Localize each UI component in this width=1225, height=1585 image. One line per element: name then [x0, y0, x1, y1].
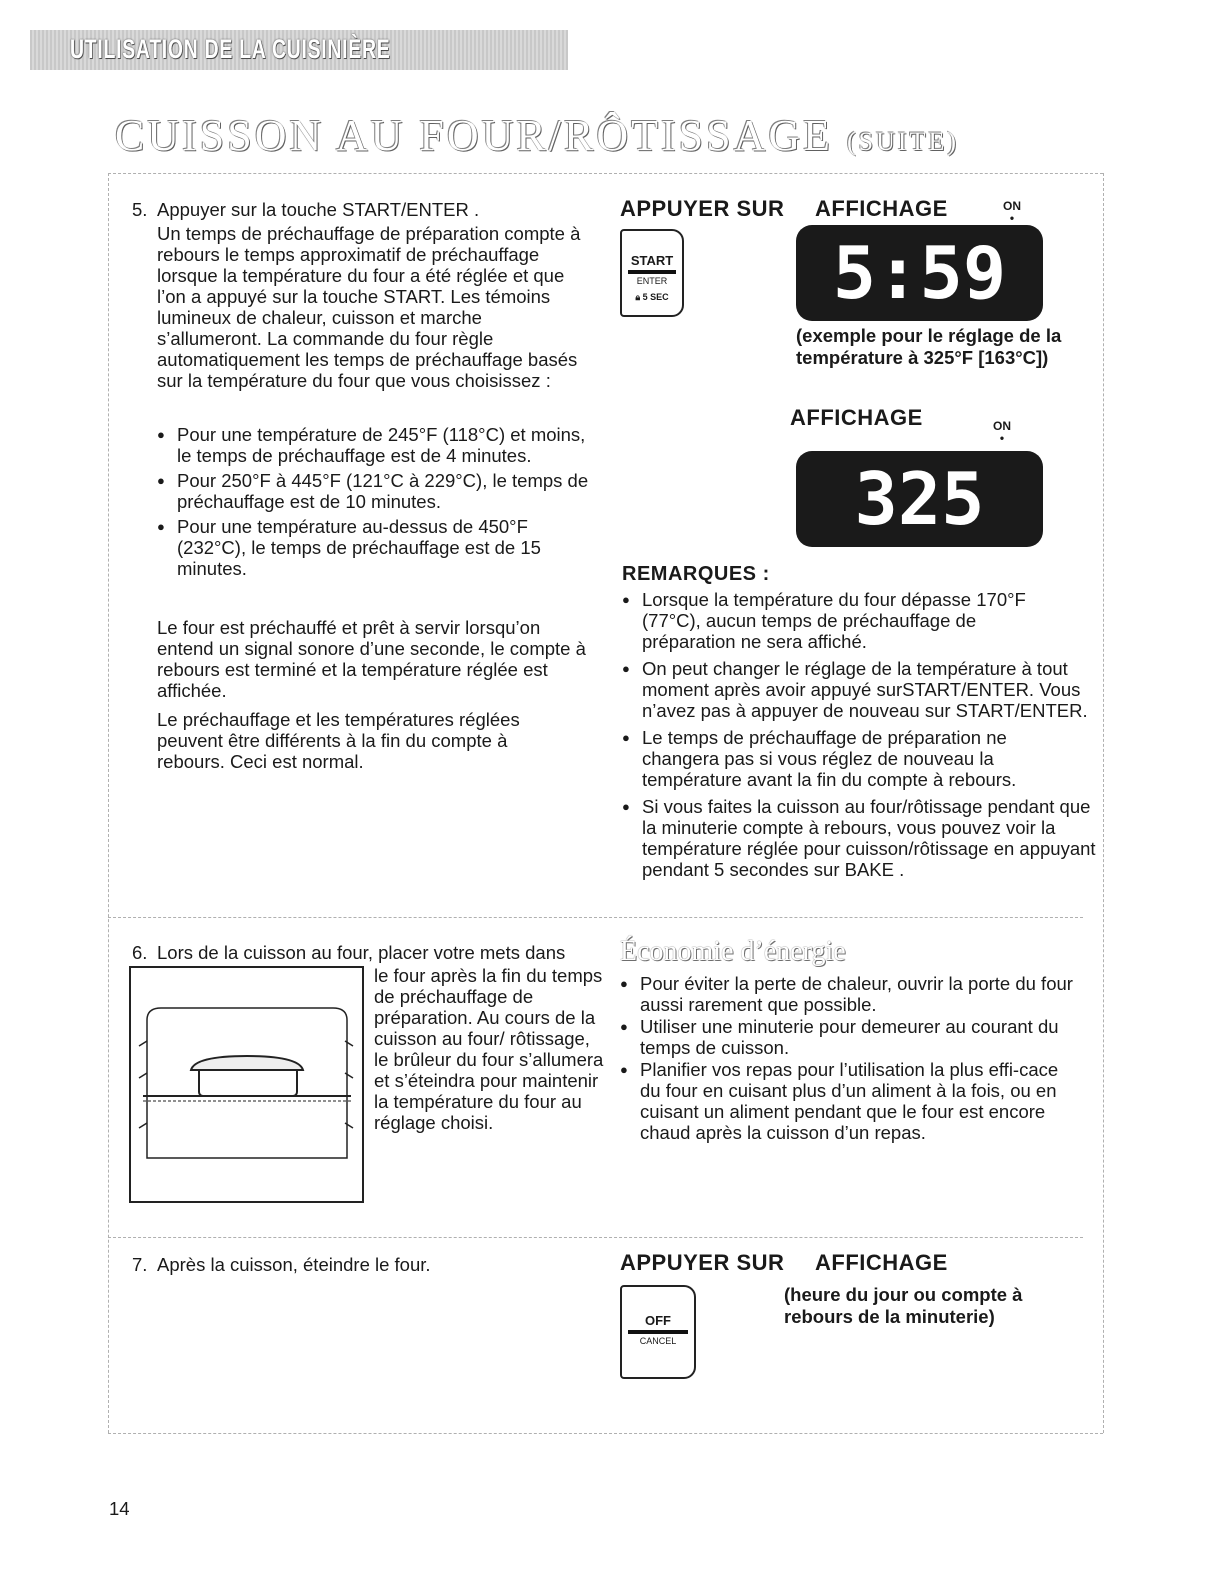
display-countdown: 5:59: [796, 225, 1043, 321]
page-number: 14: [109, 1498, 130, 1519]
divider-right: [1103, 173, 1104, 1433]
divider-bottom: [108, 1433, 1103, 1434]
oven-cavity-drawing: [131, 968, 362, 1201]
start-enter-key[interactable]: [620, 229, 684, 317]
on-label-2: ON: [993, 419, 1011, 433]
remark-item: ● Le temps de préchauffage de préparation ne changera pas si vous réglez de nouveau la température avant la fin du compte à rebours.: [622, 727, 1062, 790]
off-cancel-key[interactable]: [620, 1285, 696, 1379]
step5-paragraph-1: Un temps de préchauffage de préparation compte à rebours le temps approximatif de préchauffage lorsque la température du four a été réglée et que l’on a appuyé sur la touche START. Les témoins lumineux de chaleur, cuisson et marche s’allumeront. La commande du four règle automatiquement les temps de préchauffage basés sur la température du four que vous choisissez :: [157, 223, 581, 391]
divider-top: [108, 173, 1103, 174]
step5-paragraph-3: Le préchauffage et les températures réglées peuvent être différents à la fin du compte à rebours. Ceci est normal.: [157, 709, 520, 772]
step5-number: 5.: [132, 199, 148, 220]
page-title-suffix: (SUITE): [847, 127, 959, 156]
key-label-off: OFF: [645, 1313, 671, 1328]
on-label: ON: [1003, 199, 1021, 213]
divider-middle: [108, 917, 1083, 918]
key-divider: [628, 270, 676, 274]
step7-caption: (heure du jour ou compte à rebours de la minuterie): [784, 1284, 1023, 1327]
step7-display-heading: AFFICHAGE: [815, 1250, 948, 1275]
remark-item: ● Lorsque la température du four dépasse 170°F (77°C), aucun temps de préchauffage de préparation ne sera affiché.: [622, 589, 1062, 652]
energy-heading: Économie d’énergie: [620, 936, 846, 967]
energy-item: ● Pour éviter la perte de chaleur, ouvrir la porte du four aussi rarement que possible.: [620, 973, 1082, 1015]
banner-text: UTILISATION DE LA CUISINIÈRE: [70, 34, 391, 64]
key-label-cancel: CANCEL: [639, 1336, 677, 1346]
remarks-heading: REMARQUES :: [622, 563, 770, 585]
lock-icon: 🔒︎: [635, 292, 641, 302]
step7-number: 7.: [132, 1254, 148, 1275]
oven-illustration: [129, 966, 364, 1203]
step5-bullet-list: [157, 424, 597, 579]
page-title: [115, 110, 959, 161]
step5-instruction: Appuyer sur la touche START/ENTER .: [157, 199, 480, 220]
remarks-list: [622, 589, 1096, 880]
step6-number: 6.: [132, 942, 148, 963]
key-label-enter: ENTER: [636, 276, 668, 286]
energy-item: ● Utiliser une minuterie pour demeurer au courant du temps de cuisson.: [620, 1016, 1082, 1058]
section-banner: [30, 30, 568, 70]
step5-paragraph-2: Le four est préchauffé et prêt à servir lorsqu’on entend un signal sonore d’une seconde, le compte à rebours est terminé et la température réglée est affichée.: [157, 617, 586, 701]
display-temperature: 325: [796, 451, 1043, 547]
step7-instruction: Après la cuisson, éteindre le four.: [157, 1254, 431, 1275]
divider-lower: [108, 1237, 1083, 1238]
key-label-start: START: [630, 253, 674, 268]
key-hint: 5 SEC: [642, 292, 669, 302]
energy-item: ● Planifier vos repas pour l’utilisation la plus effi-cace du four en cuisant plus d’un aliment à la fois, ou en cuisant un aliment pendant que le four est encore chaud après la cuisson d’un repas.: [620, 1059, 1082, 1143]
press-heading: APPUYER SUR: [620, 196, 785, 221]
display-caption: (exemple pour le réglage de la température à 325°F [163°C]): [796, 325, 1062, 368]
divider-left: [108, 173, 109, 1433]
step6-text: le four après la fin du temps de préchauffage de préparation. Au cours de la cuisson au four/ rôtissage, le brûleur du four s’allumera et s’éteindra pour maintenir la température du four au réglage choisi.: [374, 965, 604, 1133]
page-title-text: CUISSON AU FOUR/RÔTISSAGE: [115, 111, 834, 160]
step5-bullet: ● Pour 250°F à 445°F (121°C à 229°C), le temps de préchauffage est de 10 minutes.: [157, 470, 597, 512]
key-divider: [628, 1330, 688, 1334]
display-heading: AFFICHAGE: [815, 196, 948, 221]
energy-list: [620, 973, 1082, 1143]
step6-line1: Lors de la cuisson au four, placer votre mets dans: [157, 942, 566, 963]
on-indicator-2: ON •: [993, 419, 1011, 445]
step5-bullet: ● Pour une température de 245°F (118°C) et moins, le temps de préchauffage est de 4 minutes.: [157, 424, 597, 466]
on-indicator: ON •: [1003, 199, 1021, 225]
step7-press-heading: APPUYER SUR: [620, 1250, 785, 1275]
remark-item: ● On peut changer le réglage de la température à tout moment après avoir appuyé surSTART/ENTER. Vous n’avez pas à appuyer de nouveau sur START/ENTER.: [622, 658, 1090, 721]
step5-bullet: ● Pour une température au-dessus de 450°F (232°C), le temps de préchauffage est de 15 minutes.: [157, 516, 567, 579]
display-heading-2: AFFICHAGE: [790, 405, 923, 430]
remark-item: ● Si vous faites la cuisson au four/rôtissage pendant que la minuterie compte à rebours, vous pouvez voir la température réglée pour cuisson/rôtissage en appuyant pendant 5 secondes sur BAKE .: [622, 796, 1097, 880]
lock-icon-hint: [622, 292, 682, 303]
